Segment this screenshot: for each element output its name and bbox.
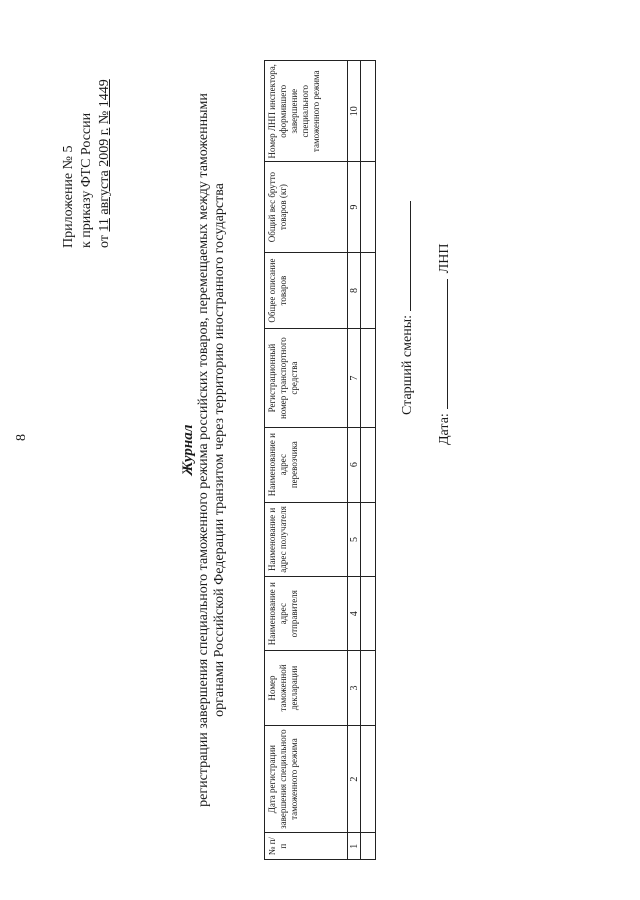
column-number-row bbox=[348, 61, 361, 860]
column-header: Номер таможенной декларации bbox=[265, 651, 348, 726]
column-header: № п/п bbox=[265, 833, 348, 860]
column-header: Наименование и адрес отправителя bbox=[265, 577, 348, 651]
column-header: Наименование и адрес перевозчика bbox=[265, 427, 348, 502]
date-year: 2009 bbox=[97, 138, 112, 167]
journal-subtitle-line1: регистрации завершения специального таможенного режима российских товаров, перемещаемых между таможенными bbox=[196, 93, 211, 807]
table-cell bbox=[361, 577, 376, 651]
column-number: 8 bbox=[348, 252, 361, 329]
column-header: Регистрационный номер транспортного средства bbox=[265, 329, 348, 427]
table-cell bbox=[361, 329, 376, 427]
journal-table bbox=[264, 60, 376, 860]
table-cell bbox=[361, 725, 376, 833]
date-signature bbox=[437, 243, 453, 445]
column-number: 1 bbox=[348, 833, 361, 860]
appendix-block bbox=[60, 79, 114, 248]
appendix-order-ref: к приказу ФТС России bbox=[79, 112, 94, 248]
journal-subtitle-line2: органами Российской Федерации транзитом через территорию иностранного государства bbox=[212, 183, 227, 717]
date-label: Дата: bbox=[437, 413, 452, 445]
journal-title bbox=[180, 40, 228, 860]
column-number: 4 bbox=[348, 577, 361, 651]
table-cell bbox=[361, 651, 376, 726]
column-number: 7 bbox=[348, 329, 361, 427]
column-number: 2 bbox=[348, 725, 361, 833]
appendix-title: Приложение № 5 bbox=[61, 145, 76, 248]
column-header: Наименование и адрес получателя bbox=[265, 502, 348, 577]
column-number: 9 bbox=[348, 162, 361, 252]
column-header: Дата регистрации завершения специального таможенного режима bbox=[265, 725, 348, 833]
column-number: 6 bbox=[348, 427, 361, 502]
senior-shift-label: Старший смены: bbox=[400, 315, 415, 415]
table-cell bbox=[361, 427, 376, 502]
column-header: Общий вес брутто товаров (кг) bbox=[265, 162, 348, 252]
order-number: 1449 bbox=[97, 79, 112, 108]
column-number: 3 bbox=[348, 651, 361, 726]
date-signature-line bbox=[446, 279, 448, 409]
appendix-order-date bbox=[96, 79, 114, 248]
table-header-row bbox=[265, 61, 348, 860]
order-number-prefix: № bbox=[97, 110, 112, 125]
year-suffix: г. bbox=[97, 127, 112, 136]
senior-shift-signature bbox=[400, 201, 416, 415]
date-month: августа bbox=[97, 170, 112, 215]
lnp-label: ЛНП bbox=[437, 243, 452, 274]
table-row bbox=[361, 61, 376, 860]
table-cell bbox=[361, 162, 376, 252]
column-header: Общее описание товаров bbox=[265, 252, 348, 329]
column-header: Номер ЛНП инспектора, оформившего завершение специального таможенного режима bbox=[265, 61, 348, 163]
column-number: 10 bbox=[348, 61, 361, 163]
table-cell bbox=[361, 833, 376, 860]
table-cell bbox=[361, 61, 376, 163]
senior-signature-line bbox=[409, 201, 411, 311]
table-cell bbox=[361, 252, 376, 329]
page-number: 8 bbox=[14, 434, 29, 441]
date-prefix: от bbox=[97, 235, 112, 248]
date-day: 11 bbox=[97, 218, 112, 232]
table-cell bbox=[361, 502, 376, 577]
column-number: 5 bbox=[348, 502, 361, 577]
journal-heading: Журнал bbox=[180, 424, 196, 476]
